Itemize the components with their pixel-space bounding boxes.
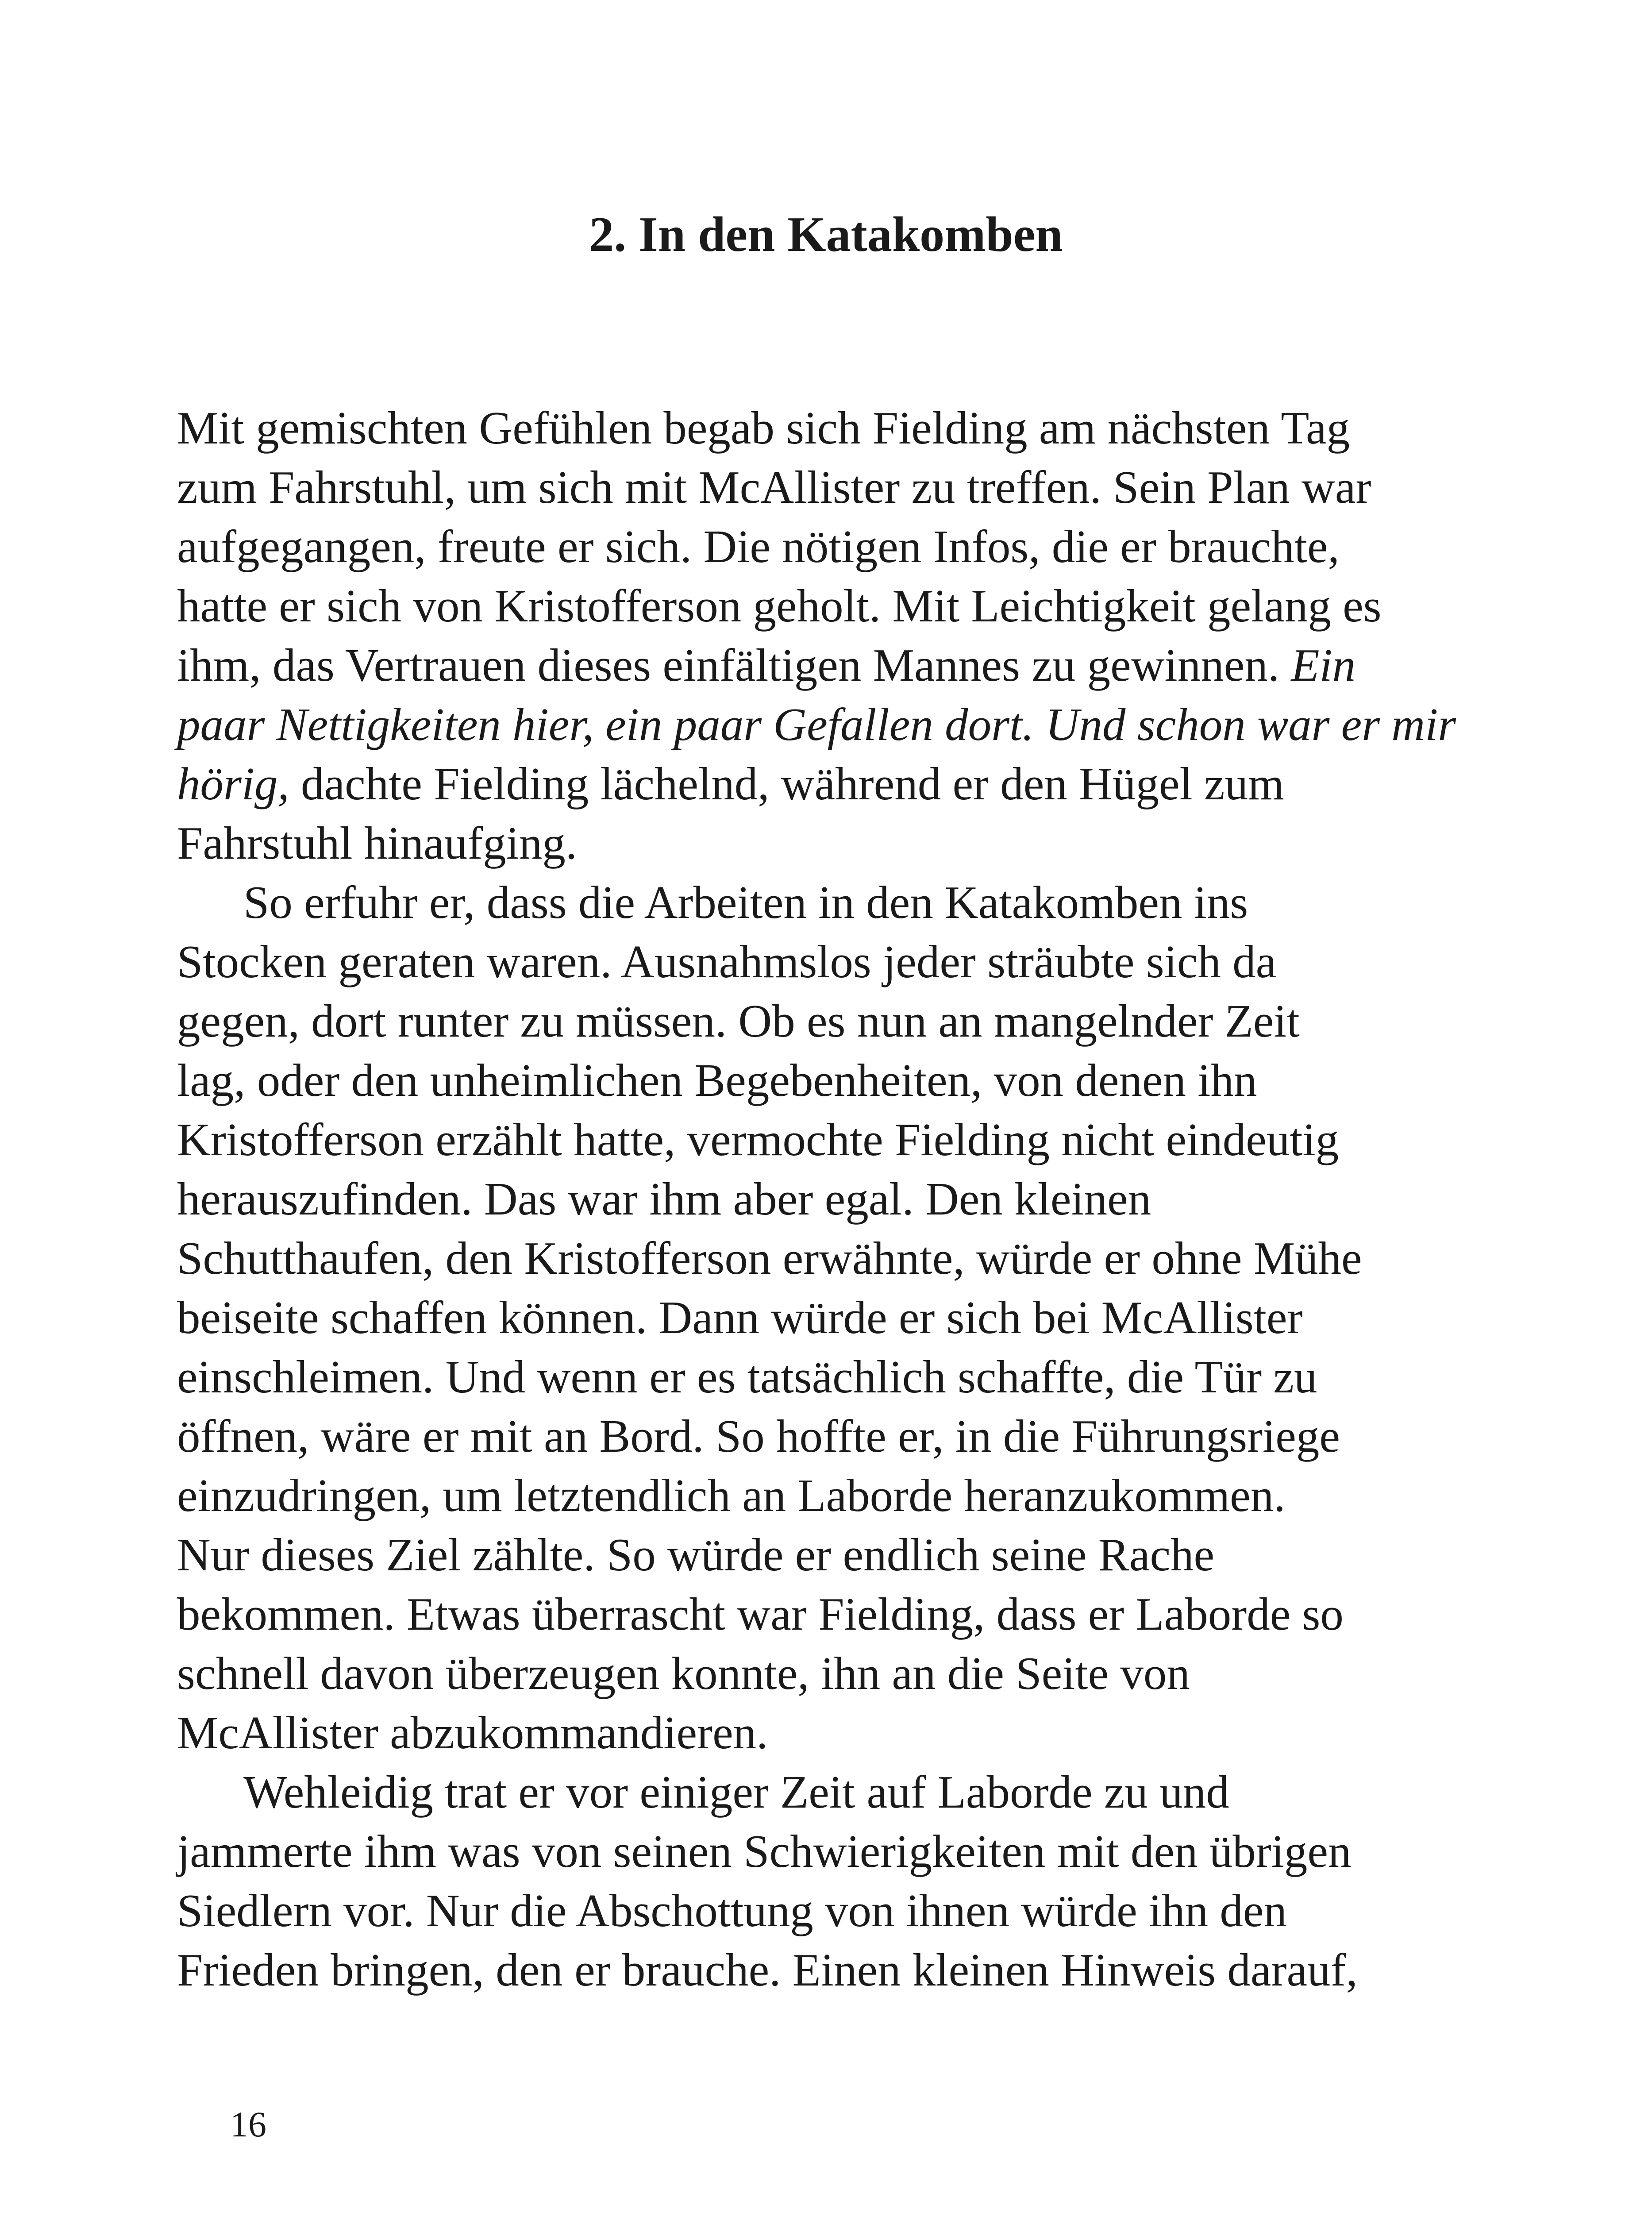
line-text: einzudringen, um letztendlich an Laborde heranzukommen. — [177, 1469, 1286, 1521]
line-text: einschleimen. Und wenn er es tatsächlich schaffte, die Tür zu — [177, 1351, 1317, 1403]
line-text: McAllister abzukommandieren. — [177, 1707, 768, 1758]
line-text: dachte Fielding lächelnd, während er den Hügel zum — [289, 758, 1284, 810]
line-text: Kristofferson erzählt hatte, vermochte Fielding nicht eindeutig — [177, 1114, 1339, 1165]
text-line — [177, 1762, 1505, 1822]
line-text: zum Fahrstuhl, um sich mit McAllister zu treffen. Sein Plan war — [177, 461, 1371, 513]
page-number: 16 — [230, 2104, 266, 2144]
text-line — [177, 813, 1505, 873]
text-line — [177, 1525, 1505, 1585]
text-line — [177, 636, 1505, 695]
line-text: Nur dieses Ziel zählte. So würde er endlich seine Rache — [177, 1529, 1215, 1581]
line-text: Siedlern vor. Nur die Abschottung von ihnen würde ihn den — [177, 1885, 1287, 1936]
line-text: Fahrstuhl hinaufging. — [177, 817, 578, 869]
text-line — [177, 1881, 1505, 1940]
line-text: ihm, das Vertrauen dieses einfältigen Mannes zu gewinnen. — [177, 639, 1291, 691]
text-line — [177, 1822, 1505, 1881]
line-text: hatte er sich von Kristofferson geholt. Mit Leichtigkeit gelang es — [177, 580, 1382, 632]
text-line — [177, 1644, 1505, 1703]
text-line — [177, 1288, 1505, 1347]
line-text: Wehleidig trat er vor einiger Zeit auf Laborde zu und — [243, 1766, 1229, 1818]
line-text: öffnen, wäre er mit an Bord. So hoffte er, in die Führungsriege — [177, 1410, 1340, 1462]
italic-text: hörig, — [177, 758, 289, 810]
text-line — [177, 398, 1505, 458]
text-line — [177, 695, 1505, 754]
line-text: aufgegangen, freute er sich. Die nötigen Infos, die er brauchte, — [177, 520, 1340, 572]
line-text: bekommen. Etwas überrascht war Fielding, dass er Laborde so — [177, 1588, 1344, 1640]
line-text: Frieden bringen, den er brauche. Einen kleinen Hinweis darauf, — [177, 1944, 1358, 1996]
text-line — [177, 754, 1505, 813]
line-text: gegen, dort runter zu müssen. Ob es nun an mangelnder Zeit — [177, 995, 1300, 1047]
text-line — [177, 458, 1505, 517]
text-line — [177, 1110, 1505, 1169]
text-line — [177, 1940, 1505, 2000]
chapter-title: 2. In den Katakomben — [589, 207, 1063, 262]
text-line — [177, 1051, 1505, 1110]
text-line — [177, 1169, 1505, 1229]
line-text: beiseite schaffen können. Dann würde er sich bei McAllister — [177, 1292, 1303, 1343]
text-line — [177, 932, 1505, 991]
text-line — [177, 517, 1505, 576]
line-text: Schutthaufen, den Kristofferson erwähnte, würde er ohne Mühe — [177, 1232, 1362, 1284]
text-line — [177, 1347, 1505, 1407]
text-line — [177, 1229, 1505, 1288]
line-text: jammerte ihm was von seinen Schwierigkeiten mit den übrigen — [177, 1825, 1352, 1877]
line-text: lag, oder den unheimlichen Begebenheiten, von denen ihn — [177, 1054, 1257, 1106]
text-line — [177, 873, 1505, 932]
line-text: schnell davon überzeugen konnte, ihn an die Seite von — [177, 1647, 1190, 1699]
line-text: herauszufinden. Das war ihm aber egal. Den kleinen — [177, 1173, 1151, 1225]
text-line — [177, 1585, 1505, 1644]
line-text: Mit gemischten Gefühlen begab sich Fielding am nächsten Tag — [177, 402, 1350, 454]
body-text — [177, 398, 1505, 2000]
italic-text: Ein — [1291, 639, 1356, 691]
line-text: So erfuhr er, dass die Arbeiten in den Katakomben ins — [243, 876, 1248, 928]
italic-text: paar Nettigkeiten hier, ein paar Gefallen dort. Und schon war er mir — [177, 698, 1456, 750]
line-text: Stocken geraten waren. Ausnahmslos jeder sträubte sich da — [177, 936, 1277, 987]
text-line — [177, 1407, 1505, 1466]
text-line — [177, 576, 1505, 636]
text-line — [177, 1466, 1505, 1525]
text-line — [177, 991, 1505, 1051]
text-line — [177, 1703, 1505, 1762]
